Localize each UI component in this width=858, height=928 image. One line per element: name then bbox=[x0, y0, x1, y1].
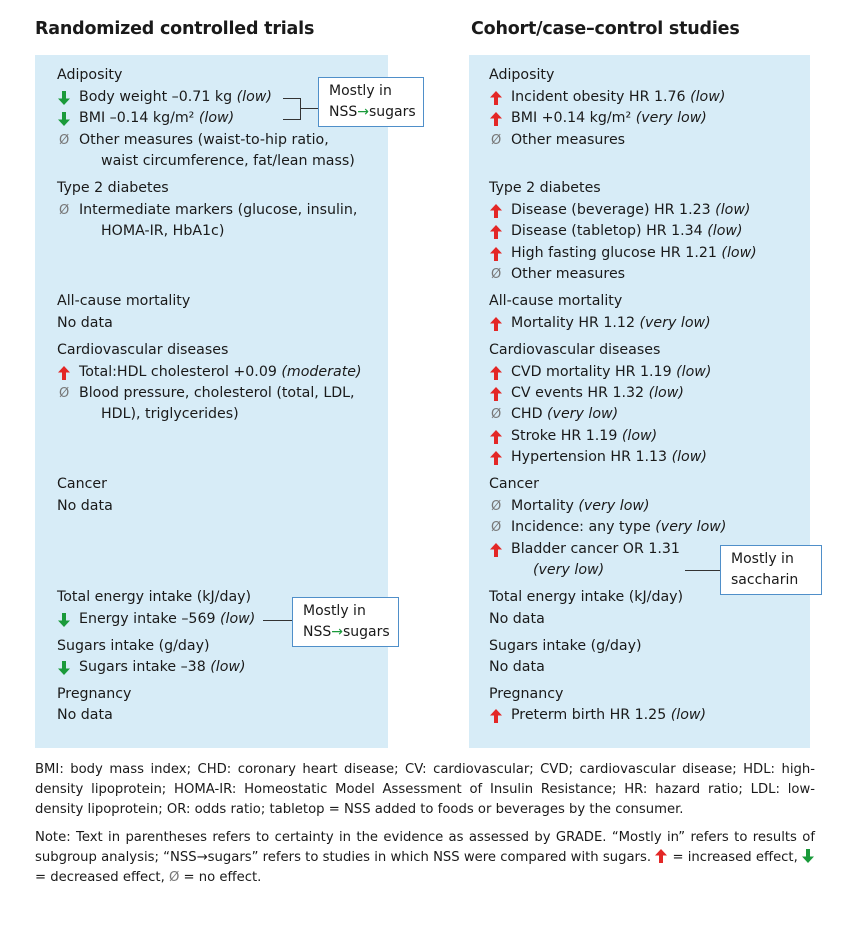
callout-saccharin bbox=[720, 545, 822, 595]
section-heading: Adiposity bbox=[489, 67, 555, 83]
arrow-up-icon bbox=[489, 362, 505, 383]
certainty-label: (low) bbox=[690, 89, 726, 105]
arrow-down-icon bbox=[57, 108, 73, 129]
certainty-label: (very low) bbox=[547, 406, 619, 422]
no-data-text: No data bbox=[57, 315, 113, 331]
null-effect-icon: Ø bbox=[491, 407, 502, 422]
callout-nss-sugars-adiposity bbox=[318, 77, 424, 127]
arrow-down-icon bbox=[57, 657, 73, 678]
finding-text: Intermediate markers (glucose, insulin, bbox=[79, 202, 358, 218]
finding-text: Energy intake –569 bbox=[79, 611, 221, 627]
bracket-line bbox=[300, 98, 301, 120]
finding-text: Incidence: any type bbox=[511, 519, 656, 535]
certainty-label: (low) bbox=[236, 89, 272, 105]
finding-text: BMI +0.14 kg/m² bbox=[511, 110, 636, 126]
finding-text: Other measures (waist-to-hip ratio, bbox=[79, 132, 329, 148]
section-heading: Total energy intake (kJ/day) bbox=[489, 589, 684, 605]
section-heading: Cardiovascular diseases bbox=[489, 342, 661, 358]
finding-text: Blood pressure, cholesterol (total, LDL, bbox=[79, 385, 355, 401]
finding-text: Bladder cancer OR 1.31 bbox=[511, 541, 680, 557]
arrow-down-icon bbox=[57, 609, 73, 630]
section-heading: Total energy intake (kJ/day) bbox=[57, 589, 252, 605]
certainty-label: (low) bbox=[671, 449, 707, 465]
section-heading: All-cause mortality bbox=[57, 293, 191, 309]
finding-text: Hypertension HR 1.13 bbox=[511, 449, 672, 465]
finding-text: Disease (tabletop) HR 1.34 bbox=[511, 223, 708, 239]
finding-text: Sugars intake –38 bbox=[79, 659, 211, 675]
arrow-up-icon bbox=[489, 87, 505, 108]
arrow-up-icon bbox=[489, 200, 505, 221]
section-heading: Cardiovascular diseases bbox=[57, 342, 229, 358]
section-heading: All-cause mortality bbox=[489, 293, 623, 309]
null-effect-icon: Ø bbox=[491, 499, 502, 514]
certainty-label: (low) bbox=[676, 364, 712, 380]
finding-text: High fasting glucose HR 1.21 bbox=[511, 245, 722, 261]
finding-continuation bbox=[489, 560, 604, 581]
certainty-label: (low) bbox=[198, 110, 235, 126]
finding-continuation: HDL), triglycerides) bbox=[101, 406, 239, 422]
certainty-label: (low) bbox=[648, 385, 684, 401]
null-effect-icon: Ø bbox=[491, 520, 502, 535]
finding-text: Total:HDL cholesterol +0.09 bbox=[79, 364, 282, 380]
section-heading: Type 2 diabetes bbox=[57, 180, 169, 196]
finding-text: Mortality bbox=[511, 498, 579, 514]
section-heading: Adiposity bbox=[57, 67, 123, 83]
no-data-text: No data bbox=[489, 611, 545, 627]
finding-text: Disease (beverage) HR 1.23 bbox=[511, 202, 716, 218]
certainty-label: (very low) bbox=[578, 498, 650, 514]
cohort-column-title: Cohort/case–control studies bbox=[471, 19, 740, 39]
arrow-right-icon: → bbox=[331, 624, 343, 640]
arrow-down-icon bbox=[57, 87, 73, 108]
rct-column-title: Randomized controlled trials bbox=[35, 19, 315, 39]
callout-line2: saccharin bbox=[731, 572, 799, 588]
callout-line1: Mostly in bbox=[303, 603, 366, 619]
no-data-text: No data bbox=[57, 498, 113, 514]
callout-line2: NSS→sugars bbox=[329, 104, 416, 120]
certainty-label: (very low) bbox=[533, 562, 605, 578]
bracket-line bbox=[283, 119, 301, 120]
null-effect-icon: Ø bbox=[59, 203, 70, 218]
section-heading: Cancer bbox=[489, 476, 539, 492]
certainty-label: (low) bbox=[707, 223, 743, 239]
note-text bbox=[35, 828, 815, 888]
finding-text: Other measures bbox=[511, 266, 626, 282]
certainty-label: (very low) bbox=[639, 315, 711, 331]
finding-text: CVD mortality HR 1.19 bbox=[511, 364, 677, 380]
certainty-label: (low) bbox=[210, 659, 246, 675]
arrow-down-icon bbox=[802, 849, 815, 863]
legend-down-text: = decreased effect, bbox=[35, 870, 169, 885]
certainty-label: (low) bbox=[621, 428, 658, 444]
arrow-up-icon bbox=[489, 539, 505, 560]
certainty-label: (low) bbox=[670, 707, 707, 723]
bracket-connector bbox=[300, 108, 318, 109]
arrow-right-icon: → bbox=[357, 104, 369, 120]
bracket-connector bbox=[263, 620, 293, 621]
certainty-label: (low) bbox=[721, 245, 757, 261]
null-effect-icon: Ø bbox=[491, 133, 502, 148]
null-effect-icon: Ø bbox=[59, 133, 70, 148]
callout-nss-sugars-energy bbox=[292, 597, 399, 647]
finding-text: CV events HR 1.32 bbox=[511, 385, 649, 401]
section-heading: Sugars intake (g/day) bbox=[57, 638, 210, 654]
abbreviations-text: BMI: body mass index; CHD: coronary heart disease; CV: cardiovascular; CVD; cardiovascular disease; HDL: high-density lipoprotein; HOMA-IR: Homeostatic Model Assessment of Insulin Resistance; HR: hazard ratio; LDL: low-density lipoprotein; OR: odds ratio; tabletop = NSS added to foods or beverages by the consumer. bbox=[35, 762, 815, 817]
null-effect-icon: Ø bbox=[168, 870, 180, 885]
legend-up-text: = increased effect, bbox=[668, 850, 803, 865]
arrow-up-icon bbox=[489, 108, 505, 129]
section-heading: Cancer bbox=[57, 476, 107, 492]
finding-text: Incident obesity HR 1.76 bbox=[511, 89, 691, 105]
arrow-up-icon bbox=[489, 383, 505, 404]
finding-text: BMI –0.14 kg/m² bbox=[79, 110, 199, 126]
finding-text: Body weight –0.71 kg bbox=[79, 89, 237, 105]
no-data-text: No data bbox=[57, 707, 113, 723]
certainty-label: (low) bbox=[220, 611, 256, 627]
finding-text: CHD bbox=[511, 406, 548, 422]
null-effect-icon: Ø bbox=[59, 386, 70, 401]
arrow-up-icon bbox=[489, 313, 505, 334]
certainty-label: (very low) bbox=[655, 519, 727, 535]
section-heading: Type 2 diabetes bbox=[489, 180, 601, 196]
section-heading: Sugars intake (g/day) bbox=[489, 638, 642, 654]
finding-text: Stroke HR 1.19 bbox=[511, 428, 622, 444]
callout-line1: Mostly in bbox=[329, 83, 392, 99]
callout-line1: Mostly in bbox=[731, 551, 794, 567]
certainty-label: (very low) bbox=[635, 110, 707, 126]
arrow-up-icon bbox=[489, 705, 505, 726]
section-heading: Pregnancy bbox=[57, 686, 132, 702]
arrow-up-icon bbox=[489, 426, 505, 447]
section-heading: Pregnancy bbox=[489, 686, 564, 702]
finding-text: Other measures bbox=[511, 132, 626, 148]
finding-continuation: waist circumference, fat/lean mass) bbox=[101, 153, 355, 169]
bracket-connector bbox=[685, 570, 721, 571]
arrow-up-icon bbox=[489, 221, 505, 242]
bracket-line bbox=[283, 98, 301, 99]
finding-continuation: HOMA-IR, HbA1c) bbox=[101, 223, 225, 239]
certainty-label: (low) bbox=[715, 202, 751, 218]
legend-null-text: = no effect. bbox=[179, 870, 262, 885]
arrow-up-icon bbox=[655, 849, 668, 863]
null-effect-icon: Ø bbox=[491, 267, 502, 282]
callout-line2: NSS→sugars bbox=[303, 624, 390, 640]
arrow-up-icon bbox=[57, 362, 73, 383]
arrow-up-icon bbox=[489, 243, 505, 264]
certainty-label: (moderate) bbox=[281, 364, 362, 380]
arrow-up-icon bbox=[489, 447, 505, 468]
note-body: Note: Text in parentheses refers to certainty in the evidence as assessed by GRADE. “Mostly in” refers to results of subgroup analysis; “NSS→sugars” refers to studies in which NSS were compared with sugars. bbox=[35, 830, 815, 865]
no-data-text: No data bbox=[489, 659, 545, 675]
finding-text: Mortality HR 1.12 bbox=[511, 315, 640, 331]
finding-text: Preterm birth HR 1.25 bbox=[511, 707, 671, 723]
